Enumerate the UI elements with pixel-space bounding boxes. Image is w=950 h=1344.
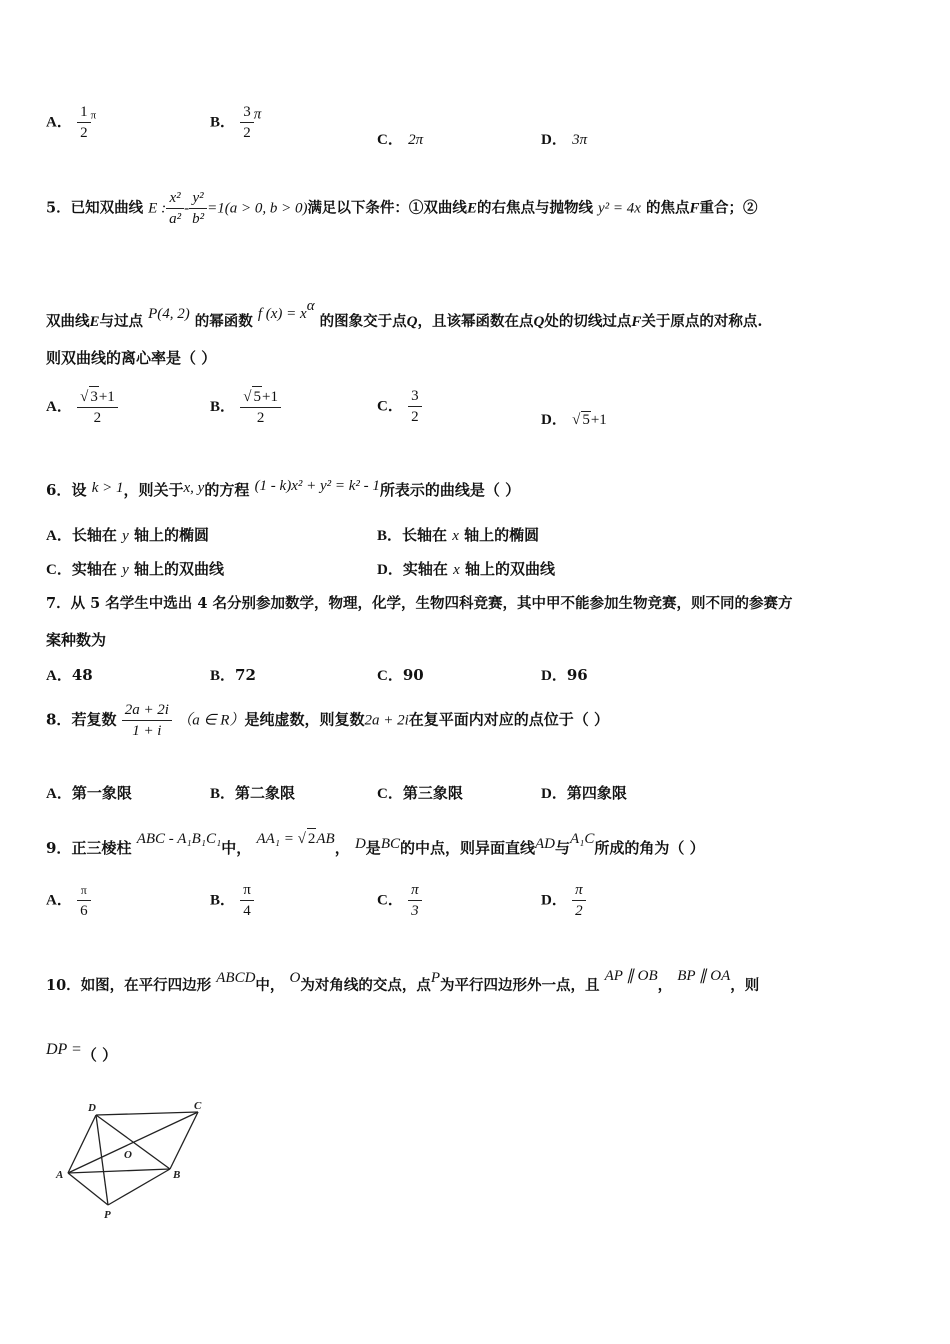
edge-ad <box>68 1115 96 1173</box>
q8-option-a: A．第一象限 <box>46 784 132 802</box>
q4-option-b: B． $\frac{3}{2}$ π <box>210 104 262 141</box>
q7-line2: 案种数为 <box>46 631 107 649</box>
q5-option-b <box>210 386 281 428</box>
question-number: 10． <box>46 977 81 994</box>
q5-line2: 双曲线E与过点 P(4, 2) 的幂函数 f $(x) = x^\alpha$ 的图象交于点Q，且该幂函数在点Q处的切线过点F关于原点的对称点. <box>46 298 763 330</box>
q6-option-a: A．长轴在 y 轴上的椭圆 <box>46 526 210 544</box>
q8-option-d: D．第四象限 <box>541 784 627 802</box>
fraction: $\frac{\pi}{4}$ <box>240 880 254 921</box>
parallelogram-figure <box>50 1095 220 1225</box>
segment-ap <box>68 1173 108 1205</box>
fraction: $\frac{√ 3+1}{2}$ <box>77 386 118 428</box>
q7-option-a: A．48 <box>46 666 93 684</box>
q9-option-a: A． $\frac{\pi}{6}$ <box>46 880 91 921</box>
q9-stem: 9．正三棱柱 ABC - A₁B₁C₁中， AA₁ = √ 2AB， D是BC的中点，则异面直线AD与A₁C所成的角为（ ） <box>46 828 906 858</box>
question-number: 5． <box>46 199 71 217</box>
label-o: O <box>124 1149 132 1161</box>
fraction: $\frac{\text{y²}}{\text{b²}}$ <box>189 188 207 229</box>
q7-option-d: D．96 <box>541 666 588 684</box>
fraction: $\frac{1}{2}$ <box>77 102 91 143</box>
q7-option-c: C．90 <box>377 666 424 684</box>
diagonal-db <box>96 1115 170 1169</box>
q5-option-c <box>377 386 422 427</box>
q7-option-b: B．72 <box>210 666 256 684</box>
fraction: $\frac{\text{x²}}{\text{a²}}$ <box>166 188 184 229</box>
q9-option-d: D． $\frac{\pi}{2}$ <box>541 880 586 921</box>
q4-option-c <box>377 128 423 149</box>
option-label: A． <box>46 399 72 415</box>
q5-option-a <box>46 386 118 428</box>
question-number: 6． <box>46 481 72 499</box>
fraction: $\frac{\pi}{6}$ <box>77 880 91 921</box>
q6-option-d: D．实轴在 x 轴上的双曲线 <box>377 560 556 578</box>
edge-ba <box>68 1169 170 1173</box>
fraction: $\frac{√ 5+1}{2}$ <box>240 386 281 428</box>
q7-line1: 7．从 5 名学生中选出 4 名分别参加数学，物理，化学，生物四科竞赛，其中甲不能参加生物竞赛，则不同的参赛方 <box>46 595 793 612</box>
q6-option-b: B．长轴在 x 轴上的椭圆 <box>377 526 540 544</box>
q5-line3: 则双曲线的离心率是（ ） <box>46 349 217 367</box>
label-d: D <box>88 1102 96 1114</box>
q10-stem: 10．如图，在平行四边形 ABCD中， O为对角线的交点，点P为平行四边形外一点，且 AP ∥ OB， BP ∥ OA，则 <box>46 968 760 994</box>
fraction: $\frac{2a + 2i}{1 + i}$ <box>122 700 172 741</box>
q5-option-d: D． √ 5+1 <box>541 412 607 428</box>
q8-option-b: B．第二象限 <box>210 784 296 802</box>
label-p: P <box>104 1209 111 1221</box>
q6-option-c: C．实轴在 y 轴上的双曲线 <box>46 560 225 578</box>
question-number: 8． <box>46 710 72 729</box>
option-expr: 2π <box>408 132 424 148</box>
label-c: C <box>194 1100 202 1112</box>
option-label: D． <box>541 132 567 148</box>
q10-blank: DP =（ ） <box>46 1041 118 1064</box>
fraction: $\frac{3}{2}$ <box>408 386 422 427</box>
option-label: D． <box>541 412 567 428</box>
segment-dp <box>96 1115 108 1205</box>
edge-cb <box>170 1112 198 1169</box>
option-label: B． <box>210 399 236 415</box>
q9-option-c: C． $\frac{\pi}{3}$ <box>377 880 422 921</box>
fraction: $\frac{\pi}{3}$ <box>408 880 422 921</box>
q9-option-b: B． $\frac{\pi}{4}$ <box>210 880 254 921</box>
fraction: $\frac{3}{2}$ <box>240 102 254 143</box>
question-number: 9． <box>46 839 72 857</box>
edge-dc <box>96 1112 198 1115</box>
option-label: C． <box>377 132 403 148</box>
q8-option-c: C．第三象限 <box>377 784 463 802</box>
label-b: B <box>173 1169 181 1181</box>
q4-option-d <box>541 128 587 149</box>
option-label: B． <box>210 114 236 131</box>
label-a: A <box>56 1169 64 1181</box>
segment-bp <box>108 1169 170 1205</box>
option-expr: 3π <box>572 132 588 148</box>
fraction: $\frac{\pi}{2}$ <box>572 880 586 921</box>
q5-line1: 5．已知双曲线 E : $\frac{\text{x²}}{\text{a²}}$ - $\frac{\text{y²}}{\text{b²}}$ =1(a > 0, b > 0)满足以下条件：①双曲线E的右焦点与抛物线 y² = 4x 的焦点F重合；② <box>46 190 758 227</box>
option-label: A． <box>46 114 72 131</box>
option-label: C． <box>377 398 403 415</box>
q8-stem: 8．若复数 $\frac{2a + 2i}{1 + i}$ （a ∈ R）是纯虚数，则复数2a + 2i在复平面内对应的点位于（ ） <box>46 702 609 739</box>
q6-stem: 6．设 k > 1，则关于x, y的方程 (1 - k)x² + y² = k² - 1所表示的曲线是（ ） <box>46 478 521 499</box>
q4-option-a: A． $\frac{1}{2}$ $^\pi$ <box>46 104 97 141</box>
